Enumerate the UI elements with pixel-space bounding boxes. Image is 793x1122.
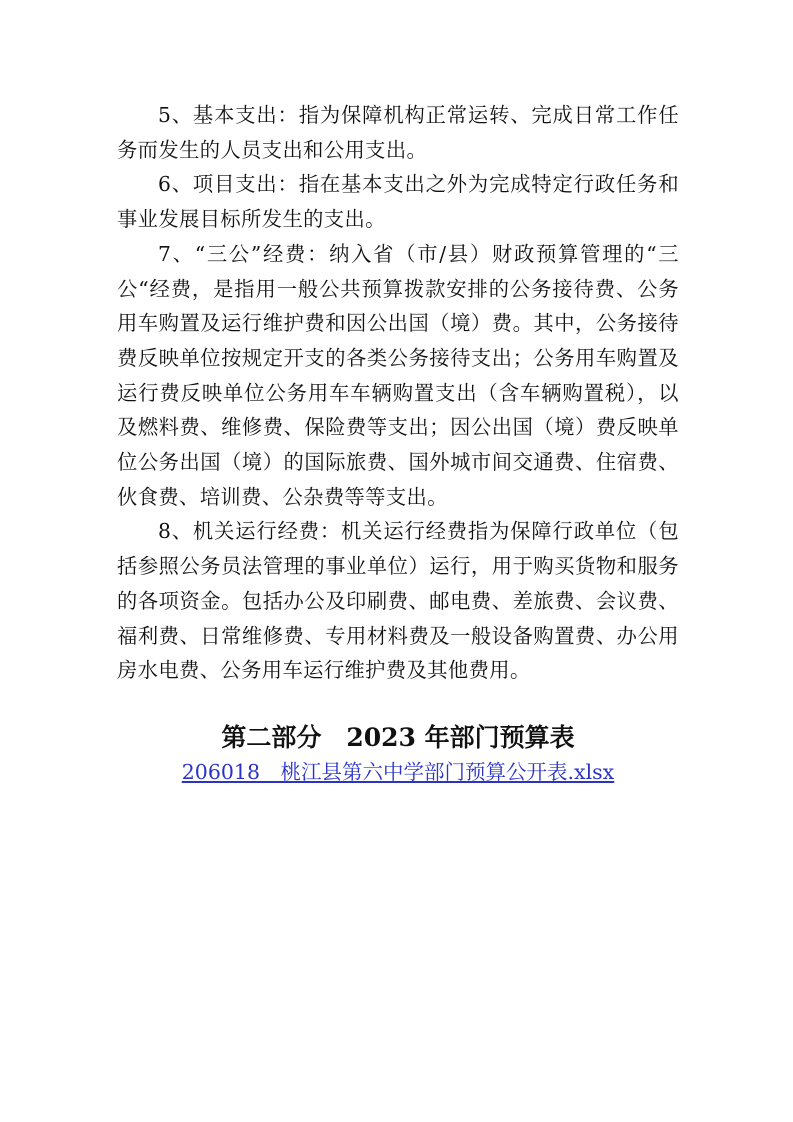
- paragraph-agency-operating-expenses: 8、机关运行经费：机关运行经费指为保障行政单位（包括参照公务员法管理的事业单位）运行，用于购买货物和服务的各项资金。包括办公及印刷费、邮电费、差旅费、会议费、福利费、日常维修费、专用材料费及一般设备购置费、办公用房水电费、公务用车运行维护费及其他费用。: [117, 519, 679, 683]
- paragraph-three-public-expenses: 7、“三公”经费：纳入省（市/县）财政预算管理的“三公“经费，是指用一般公共预算拨款安排的公务接待费、公务用车购置及运行维护费和因公出国（境）费。其中，公务接待费反映单位按规定开支的各类公务接待支出；公务用车购置及运行费反映单位公务用车车辆购置支出（含车辆购置税），以及燃料费、维修费、保险费等支出；因公出国（境）费反映单位公务出国（境）的国际旅费、国外城市间交通费、住宿费、伙食费、培训费、公杂费等等支出。: [117, 241, 679, 509]
- attachment-link[interactable]: 206018 桃江县第六中学部门预算公开表.xlsx: [181, 759, 615, 784]
- paragraph-basic-expenditure: 5、基本支出：指为保障机构正常运转、完成日常工作任务而发生的人员支出和公用支出。: [117, 103, 679, 162]
- document-page: [117, 98, 679, 788]
- paragraph-project-expenditure: 6、项目支出：指在基本支出之外为完成特定行政任务和事业发展目标所发生的支出。: [117, 172, 679, 232]
- section-heading: 第二部分 2023 年部门预算表: [221, 722, 575, 752]
